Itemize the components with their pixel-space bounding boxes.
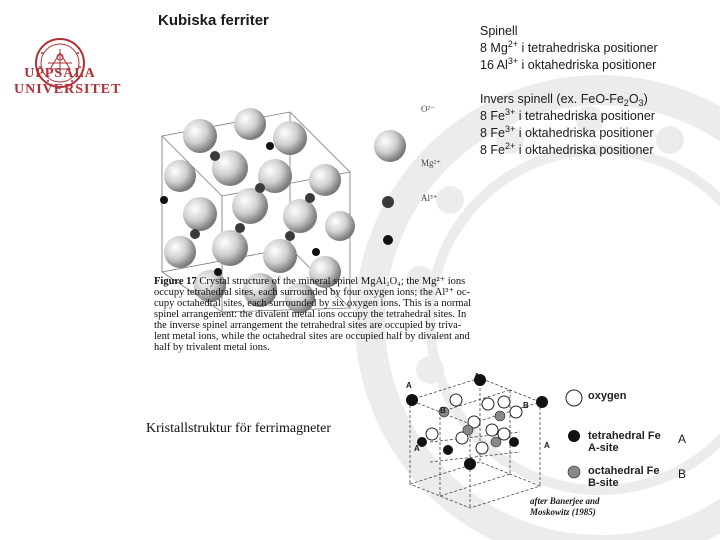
site-a-label-3: A (414, 444, 420, 453)
sidebar (0, 0, 122, 540)
uppsala-seal-icon (18, 10, 102, 120)
tetrahedral-label: tetrahedral Fe A-site (588, 430, 661, 454)
octahedral-label: octahedral Fe B-site (588, 465, 660, 489)
site-a-label-1: A (406, 381, 412, 390)
figure-label: Figure 17 (154, 276, 197, 287)
site-b-label-2: B (523, 401, 529, 410)
logo-wordmark (14, 66, 122, 98)
figure-caption: Figure 17 Crystal structure of the mineral spinel MgAl₂O₄; the Mg²⁺ ions occupy tetrahedral sites, each surrounded by four oxygen ions; the Al³⁺ oc- cupy octahedral sites, each surrounded by six oxygen ions. This is a normal spinel arrangement: the divalent metal ions occupy the tetrahedral sites. In the inverse spinel arrangement the tetrahedral sites are occupied by triva- lent metal ions, while the octahedral sites are occupied half by divalent and half by trivalent metal ions. (154, 276, 472, 353)
spinel-heading: Spinell (480, 24, 518, 38)
logo-line-uppsala: UPPSALA (24, 66, 96, 81)
octahedral-site-letter: B (678, 467, 687, 481)
crystal-structure-label: Kristallstruktur för ferrimagneter (146, 421, 332, 436)
page-title: Kubiska ferriter (158, 12, 269, 29)
site-a-label-4: A (544, 441, 550, 450)
site-a-label-2: A (474, 372, 480, 381)
tetrahedral-site-letter: A (678, 432, 687, 446)
legend-oxygen: O²⁻ (421, 104, 435, 114)
spinel-line-mg: 8 $Mg^{2+}$ i tetrahedriska positioner (480, 39, 658, 55)
oxygen-label: oxygen (588, 390, 627, 402)
spinel-block (480, 23, 658, 74)
legend-al: Al³⁺ (421, 193, 438, 203)
spinel-line-al: 16 $Al^{3+}$ i oktahedriska positioner (480, 56, 657, 72)
site-b-label-1: B (440, 406, 446, 415)
logo-line-universitet: UNIVERSITET (14, 82, 122, 97)
inverse-line-3: 8 $Fe^{2+}$ i oktahedriska positioner (480, 141, 654, 157)
inverse-heading: Invers spinell (ex. FeO-$Fe_2O_3$) (480, 92, 648, 108)
legend-mg: Mg²⁺ (421, 158, 441, 168)
inverse-line-1: 8 $Fe^{3+}$ i tetrahedriska positioner (480, 107, 655, 123)
inverse-spinel-block (480, 91, 655, 159)
inverse-line-2: 8 $Fe^{3+}$ i oktahedriska positioner (480, 124, 654, 140)
diagram-credit: after Banerjee and Moskowitz (1985) (530, 496, 600, 517)
